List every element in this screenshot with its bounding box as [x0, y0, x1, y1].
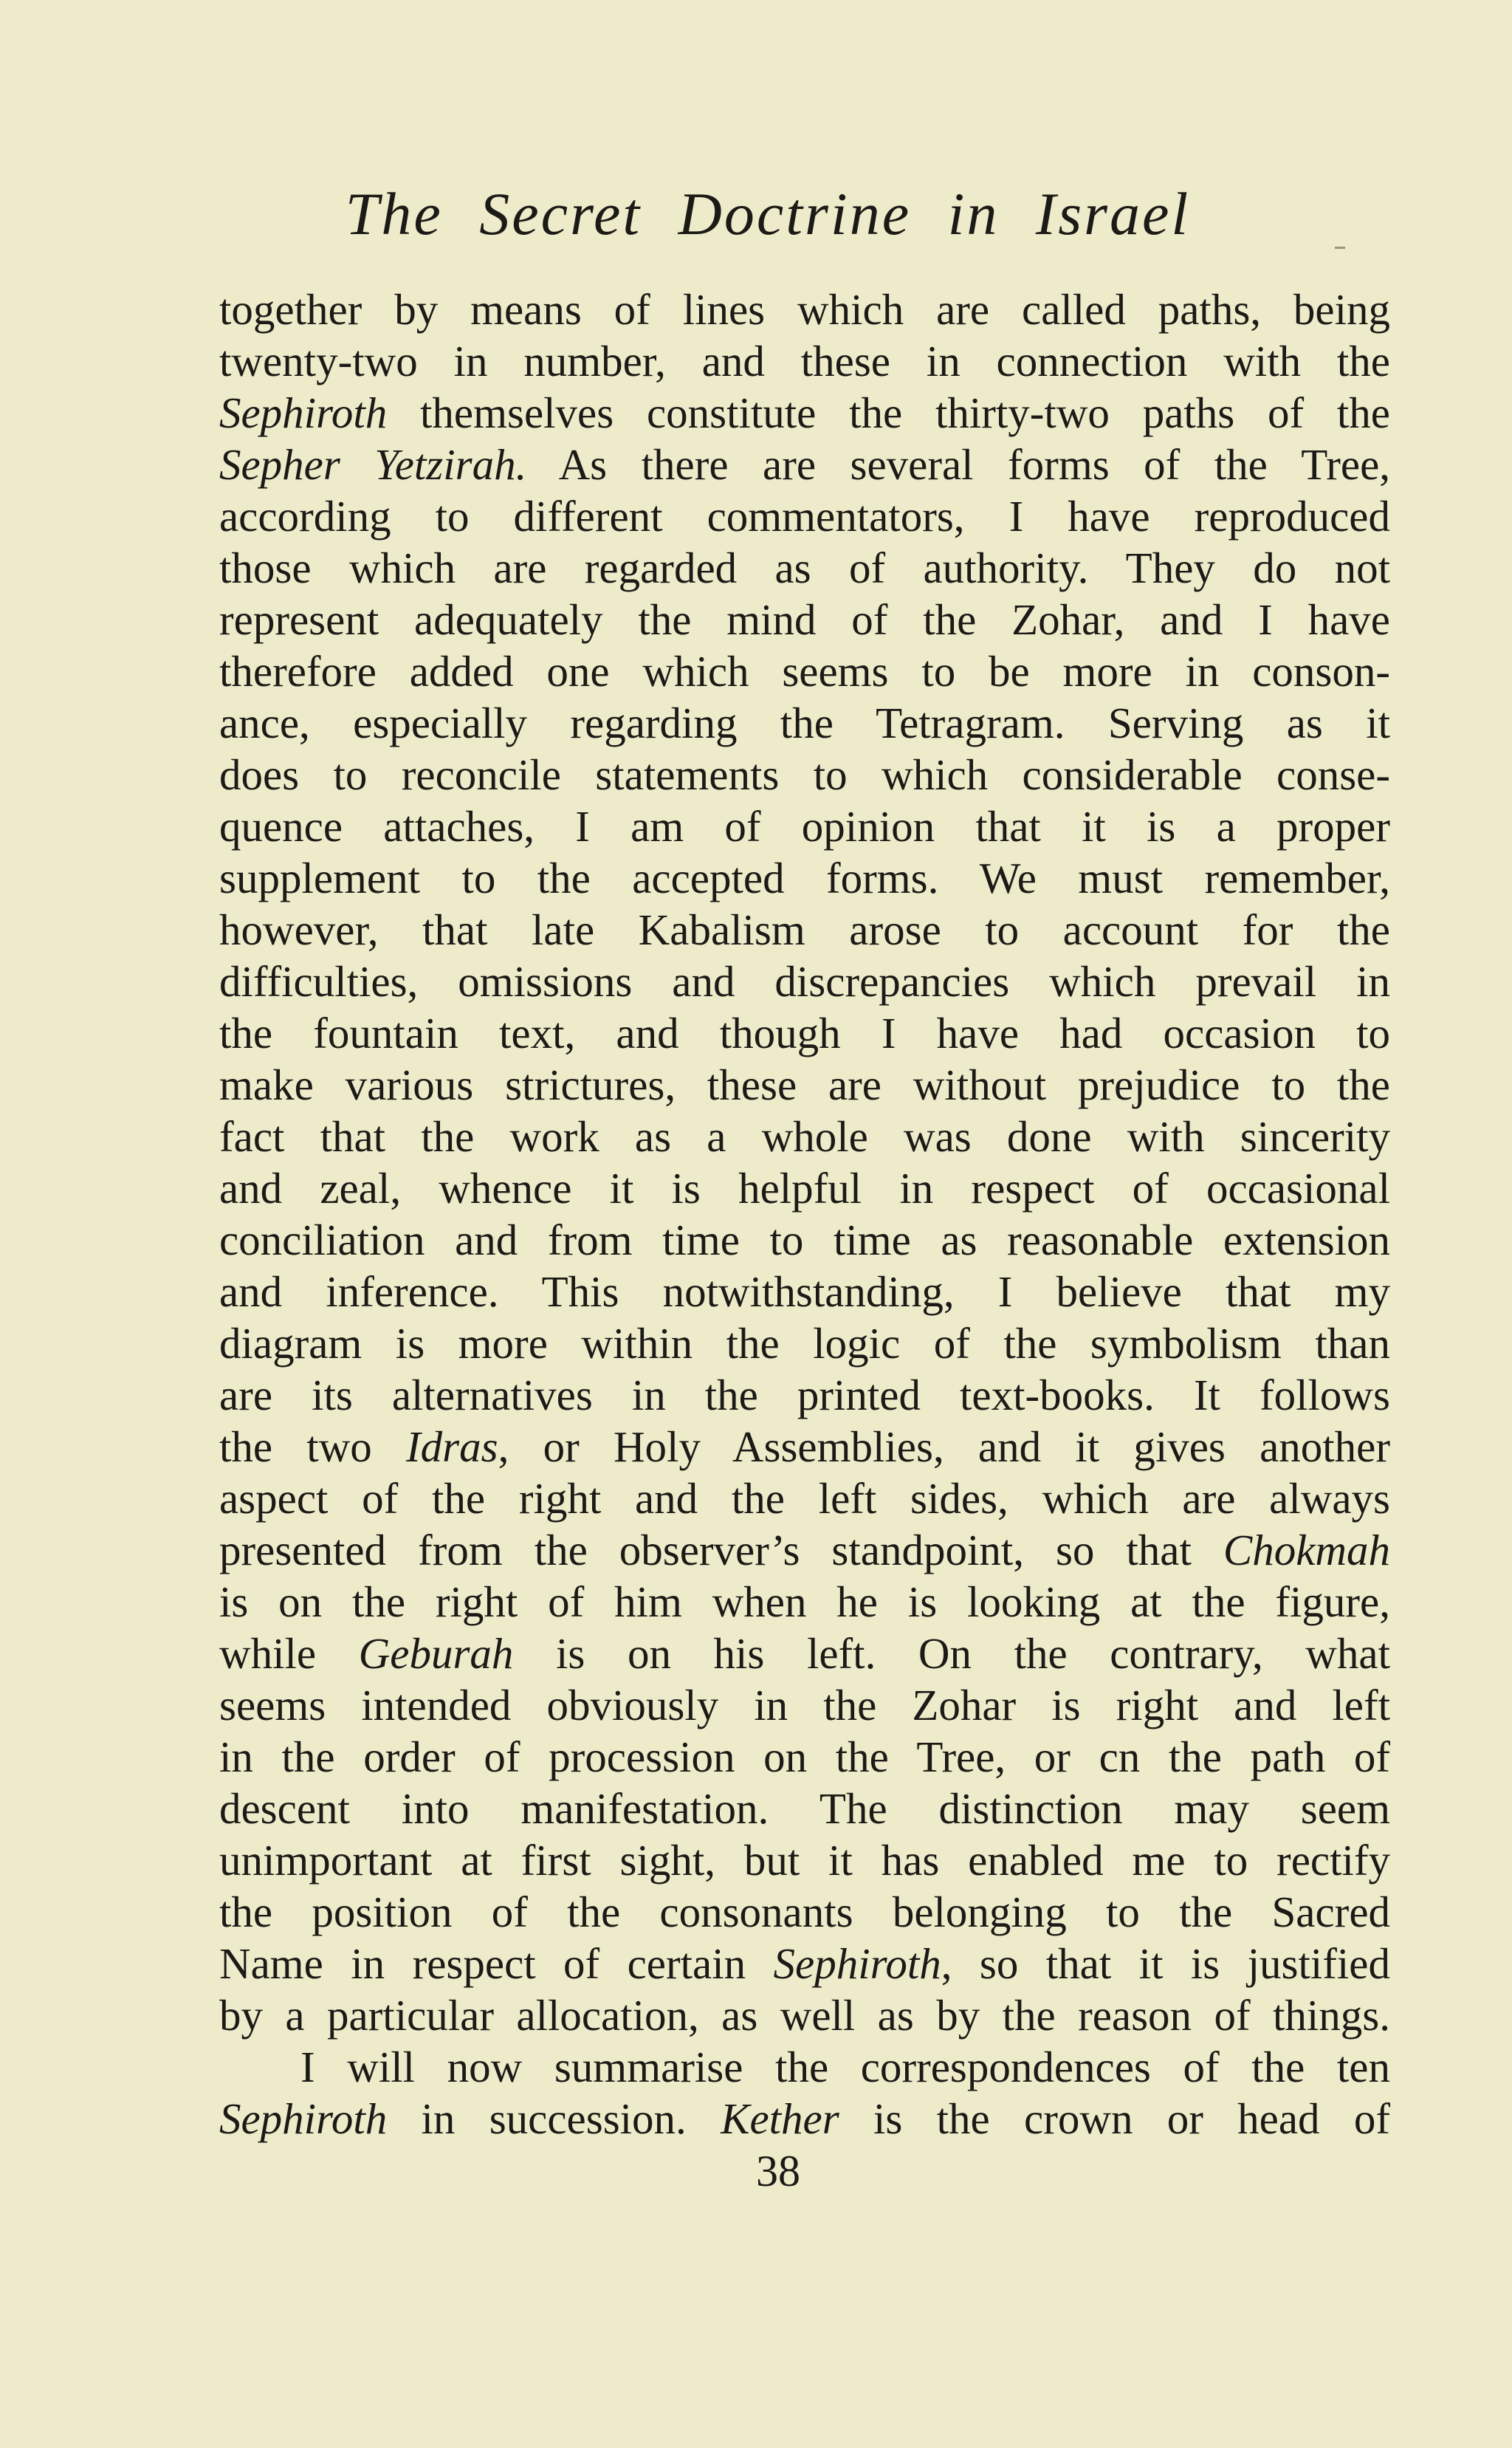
text-run: is the crown or head of: [839, 2094, 1390, 2143]
text-run: those which are regarded as of authority. They do not: [219, 544, 1390, 592]
text-line: [219, 284, 1390, 335]
text-line: [219, 1317, 1390, 1369]
italic-text: Geburah: [358, 1629, 514, 1678]
text-run: represent adequately the mind of the Zohar, and I have: [219, 595, 1390, 644]
text-line: [219, 1214, 1390, 1266]
text-line: [219, 2093, 1390, 2144]
text-run: Name in respect of certain: [219, 1939, 774, 1988]
text-line: [219, 1576, 1390, 1628]
text-line: [219, 852, 1390, 904]
text-line: [219, 1628, 1390, 1679]
text-line: [219, 1834, 1390, 1886]
text-run: unimportant at first sight, but it has enabled me to rectify: [219, 1836, 1390, 1885]
text-run: I will now summarise the correspondences of the ten: [300, 2043, 1390, 2091]
text-run: descent into manifestation. The distinction may seem: [219, 1784, 1390, 1833]
text-run: the position of the consonants belonging to the Sacred: [219, 1888, 1390, 1936]
text-line: [219, 1886, 1390, 1938]
text-run: according to different commentators, I have reproduced: [219, 492, 1390, 541]
text-run: in succession.: [387, 2094, 721, 2143]
running-head: The Secret Doctrine in Israel: [345, 180, 1191, 247]
margin-mark: [1335, 247, 1345, 249]
text-run: twenty-two in number, and these in connection with the: [219, 337, 1390, 385]
text-line: [219, 1369, 1390, 1421]
italic-text: Sephiroth: [219, 2094, 388, 2143]
text-line: [219, 1938, 1390, 1989]
text-run: by a particular allocation, as well as by the reason of things.: [219, 1991, 1390, 2040]
text-line: [219, 904, 1390, 956]
text-line: [219, 1266, 1390, 1317]
text-run: in the order of procession on the Tree, or cn the path of: [219, 1732, 1390, 1781]
text-run: supplement to the accepted forms. We must remember,: [219, 854, 1390, 902]
body-text: [219, 284, 1390, 2144]
italic-text: Chokmah: [1223, 1526, 1390, 1574]
text-line: [219, 1524, 1390, 1576]
text-line: [219, 542, 1390, 594]
text-line: [219, 1783, 1390, 1834]
text-line: [219, 1731, 1390, 1783]
text-line: [219, 1679, 1390, 1731]
text-run: the two: [219, 1422, 407, 1471]
text-line: [219, 1162, 1390, 1214]
text-run: As there are several forms of the Tree,: [526, 440, 1390, 489]
text-line: [219, 387, 1390, 439]
text-run: themselves constitute the thirty-two paths of the: [387, 388, 1390, 437]
text-run: while: [219, 1629, 359, 1678]
text-run: however, that late Kabalism arose to account for the: [219, 905, 1390, 954]
text-run: presented from the observer’s standpoint, so that: [219, 1526, 1223, 1574]
italic-text: Sephiroth: [773, 1939, 941, 1988]
text-line: [219, 645, 1390, 697]
text-run: the fountain text, and though I have had occasion to: [219, 1009, 1390, 1057]
text-run: therefore added one which seems to be more in conson-: [219, 647, 1390, 696]
text-line: [219, 1007, 1390, 1059]
text-run: difficulties, omissions and discrepancies which prevail in: [219, 957, 1390, 1006]
text-run: together by means of lines which are called paths, being: [219, 285, 1390, 334]
text-line: [219, 335, 1390, 387]
text-run: ance, especially regarding the Tetragram. Serving as it: [219, 699, 1390, 747]
text-run: fact that the work as a whole was done with sincerity: [219, 1112, 1390, 1161]
text-run: , or Holy Assemblies, and it gives another: [498, 1422, 1390, 1471]
italic-text: Sepher Yetzirah.: [219, 440, 527, 489]
italic-text: Kether: [721, 2094, 839, 2143]
italic-text: Idras: [406, 1422, 498, 1471]
text-line: [219, 490, 1390, 542]
text-run: are its alternatives in the printed text-books. It follows: [219, 1371, 1390, 1419]
text-run: , so that it is justified: [941, 1939, 1390, 1988]
text-run: is on the right of him when he is looking at the figure,: [219, 1577, 1390, 1626]
text-line: [219, 1059, 1390, 1111]
text-run: diagram is more within the logic of the symbolism than: [219, 1319, 1390, 1368]
text-run: and zeal, whence it is helpful in respect of occasional: [219, 1164, 1390, 1213]
text-run: seems intended obviously in the Zohar is right and left: [219, 1681, 1390, 1729]
text-line: [219, 1421, 1390, 1472]
text-line: [219, 1989, 1390, 2041]
text-run: does to reconcile statements to which considerable conse-: [219, 750, 1390, 799]
text-line: [219, 956, 1390, 1007]
text-line: [219, 749, 1390, 800]
text-run: quence attaches, I am of opinion that it is a proper: [219, 802, 1390, 851]
text-line: [219, 439, 1390, 490]
text-run: conciliation and from time to time as reasonable extension: [219, 1216, 1390, 1264]
text-line: [219, 1472, 1390, 1524]
text-line: [219, 1111, 1390, 1162]
text-line: [219, 697, 1390, 749]
italic-text: Sephiroth: [219, 388, 388, 437]
text-line: [219, 594, 1390, 645]
text-run: aspect of the right and the left sides, which are always: [219, 1474, 1390, 1523]
text-line: [219, 800, 1390, 852]
text-line: [219, 2041, 1390, 2093]
text-run: is on his left. On the contrary, what: [513, 1629, 1390, 1678]
text-run: make various strictures, these are without prejudice to the: [219, 1060, 1390, 1109]
page-number: 38: [756, 2147, 800, 2195]
text-run: and inference. This notwithstanding, I believe that my: [219, 1267, 1390, 1316]
